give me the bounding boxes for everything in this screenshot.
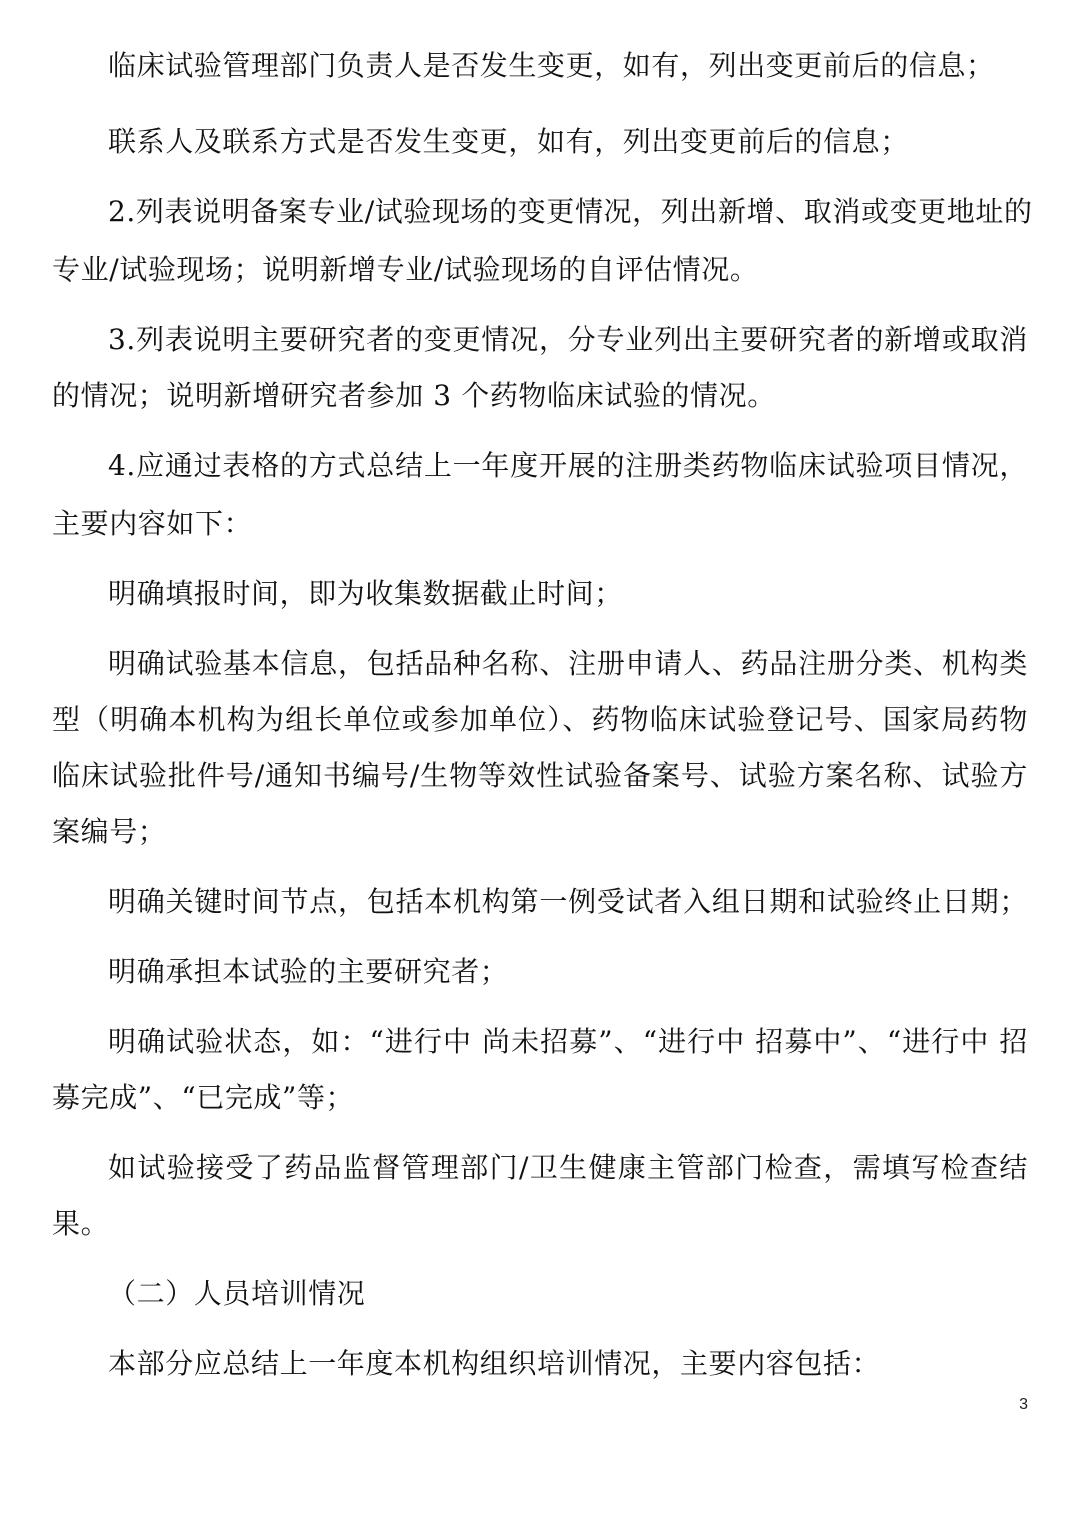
text-line-basic-info-1: 明确试验基本信息，包括品种名称、注册申请人、药品注册分类、机构类 (108, 647, 1028, 680)
text-line-basic-info-3: 临床试验批件号/通知书编号/生物等效性试验备案号、试验方案名称、试验方 (52, 759, 1028, 792)
text-line-item-3b: 的情况；说明新增研究者参加 3 个药物临床试验的情况。 (52, 379, 776, 412)
text-line-item-4b: 主要内容如下： (52, 507, 253, 540)
text-line-training-summary: 本部分应总结上一年度本机构组织培训情况，主要内容包括： (108, 1347, 881, 1380)
text-line-inspection-2: 果。 (52, 1207, 110, 1240)
text-line-fill-time: 明确填报时间，即为收集数据截止时间； (108, 577, 623, 610)
text-line-item-4a: 4.应通过表格的方式总结上一年度开展的注册类药物临床试验项目情况， (108, 449, 1028, 482)
text-line-contact: 联系人及联系方式是否发生变更，如有，列出变更前后的信息； (108, 125, 909, 158)
text-line-item-3a: 3.列表说明主要研究者的变更情况，分专业列出主要研究者的新增或取消 (108, 323, 1028, 356)
text-line-principal-investigator: 明确承担本试验的主要研究者； (108, 955, 509, 988)
section-heading-training: （二）人员培训情况 (108, 1277, 366, 1310)
text-line-basic-info-2: 型（明确本机构为组长单位或参加单位）、药物临床试验登记号、国家局药物 (52, 703, 1028, 736)
text-line-status-2: 募完成”、“已完成”等； (52, 1081, 355, 1114)
text-line-item-2a: 2.列表说明备案专业/试验现场的变更情况，列出新增、取消或变更地址的 (108, 195, 1033, 228)
text-line-basic-info-4: 案编号； (52, 815, 167, 848)
page-number: 3 (1019, 1396, 1028, 1413)
text-line-inspection-1: 如试验接受了药品监督管理部门/卫生健康主管部门检查，需填写检查结 (108, 1151, 1028, 1184)
text-line-dept-head: 临床试验管理部门负责人是否发生变更，如有，列出变更前后的信息； (108, 49, 995, 82)
text-line-key-dates: 明确关键时间节点，包括本机构第一例受试者入组日期和试验终止日期； (108, 885, 1028, 918)
text-line-status-1: 明确试验状态，如：“进行中 尚未招募”、“进行中 招募中”、“进行中 招 (108, 1025, 1028, 1058)
text-line-item-2b: 专业/试验现场；说明新增专业/试验现场的自评估情况。 (52, 253, 759, 286)
